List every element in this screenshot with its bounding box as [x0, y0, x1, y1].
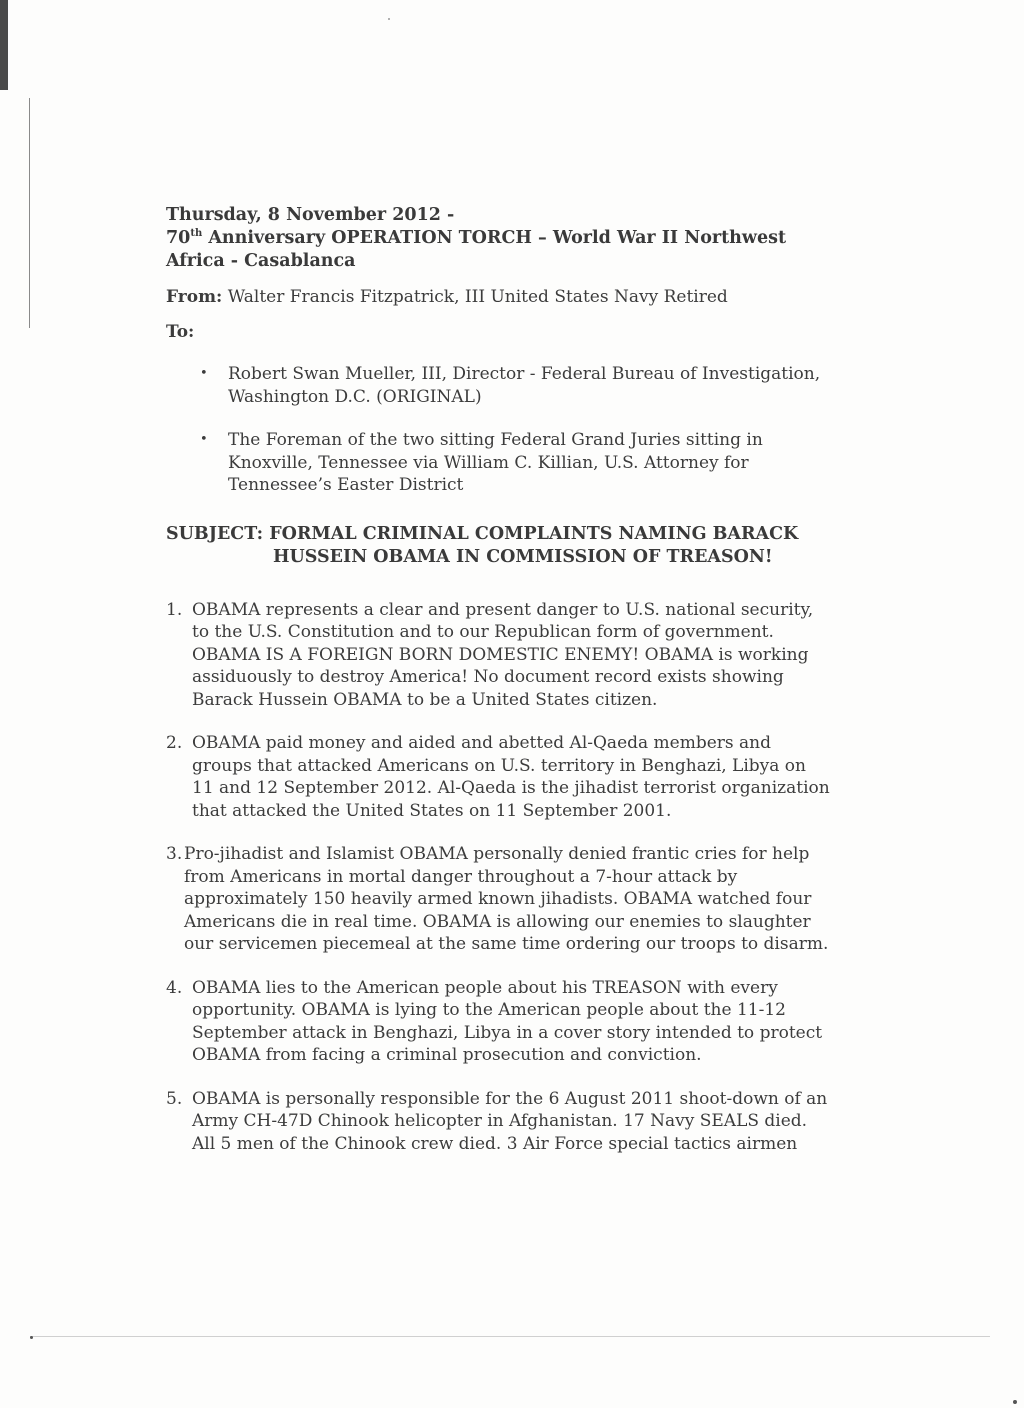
complaint-list: [166, 599, 866, 1156]
recipient-line: Robert Swan Mueller, III, Director - Federal Bureau of Investigation,: [228, 364, 821, 384]
from-value: Walter Francis Fitzpatrick, III United States Navy Retired: [222, 287, 728, 307]
bullet-icon: •: [200, 366, 208, 381]
recipient-line: The Foreman of the two sitting Federal Grand Juries sitting in: [228, 430, 763, 450]
letter-body: [166, 204, 866, 1176]
complaint-number: 3.: [166, 844, 183, 864]
complaint-line: to the U.S. Constitution and to our Republican form of government.: [192, 622, 774, 642]
complaint-line: Americans die in real time. OBAMA is allowing our enemies to slaughter: [184, 911, 811, 932]
letter-heading: [166, 204, 866, 273]
to-label: To:: [166, 321, 195, 342]
recipient-item: [166, 429, 866, 497]
complaint-line: OBAMA from facing a criminal prosecution and conviction.: [192, 1045, 702, 1065]
complaint-item: [166, 843, 866, 956]
recipient-line: Tennessee’s Easter District: [228, 475, 464, 495]
complaint-item: [166, 1088, 866, 1156]
scan-speck: [388, 18, 390, 20]
heading-anniversary: [166, 227, 866, 250]
bullet-icon: •: [200, 432, 208, 447]
recipient-line: Washington D.C. (ORIGINAL): [228, 386, 482, 407]
scan-speck: [1013, 1400, 1017, 1404]
complaint-line: 11 and 12 September 2012. Al-Qaeda is the jihadist terrorist organization: [192, 778, 830, 798]
from-label: From:: [166, 287, 223, 307]
from-line: [166, 286, 866, 309]
complaint-item: [166, 732, 866, 822]
complaint-line: OBAMA paid money and aided and abetted Al-Qaeda members and: [192, 733, 772, 753]
heading-anniversary-text: Anniversary OPERATION TORCH – World War II Northwest: [202, 228, 787, 248]
complaint-line: OBAMA represents a clear and present danger to U.S. national security,: [192, 599, 814, 620]
complaint-item: [166, 977, 866, 1067]
recipient-list: [166, 363, 866, 497]
complaint-number: 5.: [166, 1088, 183, 1109]
complaint-number: 1.: [166, 599, 183, 620]
recipient-line: Knoxville, Tennessee via William C. Killian, U.S. Attorney for: [228, 452, 749, 473]
complaint-line: OBAMA is personally responsible for the 6 August 2011 shoot-down of an: [192, 1088, 828, 1109]
heading-location: Africa - Casablanca: [166, 251, 356, 271]
complaint-number: 2.: [166, 733, 183, 753]
complaint-number: 4.: [166, 977, 183, 998]
complaint-line: OBAMA IS A FOREIGN BORN DOMESTIC ENEMY! OBAMA is working: [192, 644, 809, 665]
scan-bottom-line: [30, 1336, 990, 1337]
complaint-line: Barack Hussein OBAMA to be a United States citizen.: [192, 689, 658, 710]
complaint-line: our servicemen piecemeal at the same time ordering our troops to disarm.: [184, 934, 829, 954]
complaint-line: groups that attacked Americans on U.S. territory in Benghazi, Libya on: [192, 755, 806, 776]
subject-line-1: SUBJECT: FORMAL CRIMINAL COMPLAINTS NAMING BARACK: [166, 523, 799, 544]
scan-edge-shadow: [0, 0, 8, 90]
to-line: [166, 321, 866, 344]
scan-speck: [30, 1336, 33, 1339]
complaint-item: [166, 599, 866, 712]
recipient-item: [166, 363, 866, 408]
complaint-line: All 5 men of the Chinook crew died. 3 Air Force special tactics airmen: [192, 1133, 798, 1154]
heading-date: Thursday, 8 November 2012 -: [166, 205, 455, 225]
complaint-line: Pro-jihadist and Islamist OBAMA personally denied frantic cries for help: [184, 844, 810, 864]
complaint-line: that attacked the United States on 11 September 2001.: [192, 800, 672, 821]
complaint-line: assiduously to destroy America! No document record exists showing: [192, 667, 784, 687]
heading-anniversary-number: 70: [166, 228, 191, 248]
complaint-line: from Americans in mortal danger throughout a 7-hour attack by: [184, 866, 738, 887]
complaint-line: September attack in Benghazi, Libya in a cover story intended to protect: [192, 1022, 823, 1043]
complaint-line: Army CH-47D Chinook helicopter in Afghanistan. 17 Navy SEALS died.: [192, 1111, 808, 1131]
heading-anniversary-suffix: th: [190, 228, 203, 240]
scan-margin-line: [29, 98, 30, 328]
complaint-line: OBAMA lies to the American people about his TREASON with every: [192, 977, 778, 998]
complaint-line: approximately 150 heavily armed known jihadists. OBAMA watched four: [184, 889, 812, 909]
subject-line-2: HUSSEIN OBAMA IN COMMISSION OF TREASON!: [273, 546, 773, 567]
subject-line: [166, 523, 866, 569]
complaint-line: opportunity. OBAMA is lying to the American people about the 11-12: [192, 1000, 786, 1020]
